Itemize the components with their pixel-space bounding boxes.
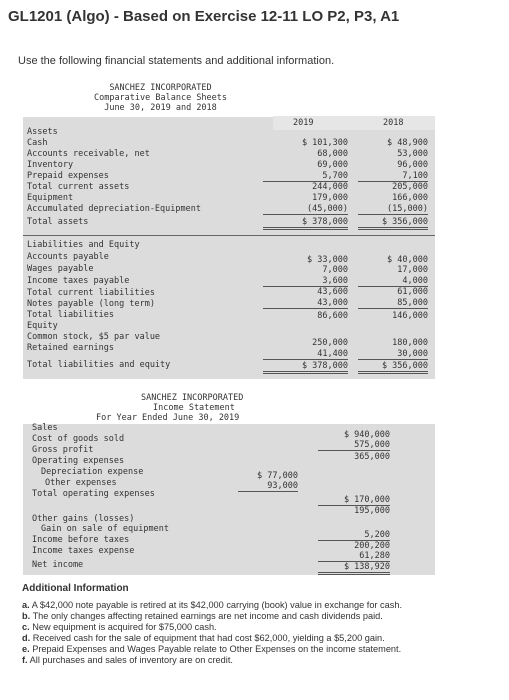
bs-value-2018: 53,000	[397, 149, 428, 159]
bs-value-2018: $ 48,900	[387, 138, 428, 148]
bs-row-label: Inventory	[27, 160, 74, 170]
bs-value-2019: 3,600	[263, 276, 348, 287]
is-value: 93,000	[238, 481, 298, 492]
is-row-label: Gross profit	[32, 445, 94, 455]
is-row-label: Total operating expenses	[32, 489, 155, 499]
is-value: 575,000	[318, 440, 390, 451]
is-statement: Income Statement	[153, 403, 235, 413]
is-value: 61,280	[318, 551, 390, 562]
bs-value-2018: $ 356,000	[358, 217, 428, 230]
bs-value-2019: 69,000	[317, 160, 348, 170]
bs-statement: Comparative Balance Sheets	[93, 93, 228, 103]
bs-value-2018: 7,100	[358, 171, 428, 182]
is-row-label: Depreciation expense	[41, 467, 144, 477]
is-value: 5,200	[318, 530, 390, 541]
bs-row-label: Total liabilities	[27, 310, 114, 320]
bs-value-2018: 30,000	[358, 349, 428, 360]
bs-value-2019: 7,000	[322, 265, 348, 275]
bs-value-2018: 180,000	[392, 338, 428, 348]
bs-row-label: Notes payable (long term)	[27, 299, 155, 309]
is-row-label: Operating expenses	[32, 456, 125, 466]
bs-value-2019: 86,600	[317, 311, 348, 321]
is-value: $ 170,000	[318, 495, 390, 506]
bs-value-2018: 96,000	[397, 160, 428, 170]
income-statement	[23, 390, 435, 575]
bs-value-2018: 4,000	[358, 276, 428, 287]
instruction-text: Use the following financial statements and additional information.	[18, 55, 335, 67]
is-value: $ 940,000	[343, 430, 390, 440]
is-value: $ 77,000	[257, 471, 298, 481]
is-value: 200,200	[354, 541, 390, 551]
bs-row-label: Total assets	[27, 217, 89, 227]
additional-item: f. All purchases and sales of inventory are on credit.	[22, 655, 233, 665]
is-row-label: Gain on sale of equipment	[41, 524, 169, 534]
bs-value-2018: 205,000	[392, 182, 428, 192]
is-row-label: Income before taxes	[32, 535, 130, 545]
bs-row-label: Accounts receivable, net	[27, 149, 150, 159]
bs-row-label: Accumulated depreciation-Equipment	[27, 204, 201, 214]
bs-value-2019: $ 378,000	[263, 361, 348, 374]
additional-item: a. A $42,000 note payable is retired at its $42,000 carrying (book) value in exchange for cash.	[22, 600, 402, 610]
bs-row-label: Income taxes payable	[27, 276, 130, 286]
bs-value-2019: 43,000	[263, 298, 348, 309]
bs-value-2019: $ 101,300	[301, 138, 348, 148]
balance-sheet	[23, 80, 435, 379]
bs-col-2018: 2018	[383, 118, 404, 128]
bs-value-2018: 17,000	[397, 265, 428, 275]
additional-item: d. Received cash for the sale of equipment that had cost $62,000, yielding a $5,200 gain.	[22, 633, 385, 643]
additional-item: c. New equipment is acquired for $75,000 cash.	[22, 622, 217, 632]
bs-row-label: Cash	[27, 138, 48, 148]
bs-value-2019: $ 33,000	[307, 255, 348, 265]
bs-value-2019: 250,000	[312, 338, 348, 348]
bs-row-label: Equity	[27, 321, 58, 331]
bs-col-2019: 2019	[293, 118, 314, 128]
bs-value-2019: (45,000)	[263, 204, 348, 215]
is-row-label: Cost of goods sold	[32, 434, 125, 444]
bs-row-label: Prepaid expenses	[27, 171, 109, 181]
page-title: GL1201 (Algo) - Based on Exercise 12-11 LO P2, P3, A1	[8, 8, 400, 25]
additional-info-heading: Additional Information	[22, 583, 129, 594]
bs-value-2019: 68,000	[317, 149, 348, 159]
is-value: 365,000	[354, 452, 390, 462]
bs-value-2019: 41,400	[263, 349, 348, 360]
bs-row-label: Assets	[27, 127, 58, 137]
is-row-label: Income taxes expense	[32, 546, 135, 556]
bs-value-2019: $ 378,000	[263, 217, 348, 230]
is-row-label: Other expenses	[45, 478, 117, 488]
additional-item: e. Prepaid Expenses and Wages Payable relate to Other Expenses on the income statement.	[22, 644, 402, 654]
bs-value-2018: 61,000	[397, 287, 428, 297]
bs-row-label: Common stock, $5 par value	[27, 332, 161, 342]
bs-date: June 30, 2019 and 2018	[104, 103, 217, 113]
additional-item: b. The only changes affecting retained earnings are net income and cash dividends paid.	[22, 611, 383, 621]
bs-row-label: Wages payable	[27, 264, 94, 274]
is-row-label: Sales	[32, 423, 58, 433]
bs-value-2019: 5,700	[263, 171, 348, 182]
bs-row-label: Total liabilities and equity	[27, 360, 171, 370]
is-period: For Year Ended June 30, 2019	[96, 413, 240, 423]
bs-value-2018: 146,000	[392, 311, 428, 321]
bs-row-label: Retained earnings	[27, 343, 114, 353]
bs-value-2018: (15,000)	[358, 204, 428, 215]
is-row-label: Other gains (losses)	[32, 514, 135, 524]
is-value: 195,000	[354, 506, 390, 516]
bs-row-label: Accounts payable	[27, 252, 109, 262]
is-company: SANCHEZ INCORPORATED	[141, 393, 244, 403]
bs-row-label: Liabilities and Equity	[27, 240, 140, 250]
bs-row-label: Total current liabilities	[27, 288, 155, 298]
bs-row-label: Total current assets	[27, 182, 130, 192]
is-row-label: Net income	[32, 560, 84, 570]
bs-row-label: Equipment	[27, 193, 74, 203]
bs-value-2019: 179,000	[312, 193, 348, 203]
bs-value-2018: $ 40,000	[387, 255, 428, 265]
bs-value-2019: 43,600	[317, 287, 348, 297]
bs-value-2019: 244,000	[312, 182, 348, 192]
bs-value-2018: 166,000	[392, 193, 428, 203]
is-value: $ 138,920	[318, 562, 390, 575]
bs-value-2018: $ 356,000	[358, 361, 428, 374]
bs-company: SANCHEZ INCORPORATED	[109, 83, 212, 93]
bs-value-2018: 85,000	[358, 298, 428, 309]
